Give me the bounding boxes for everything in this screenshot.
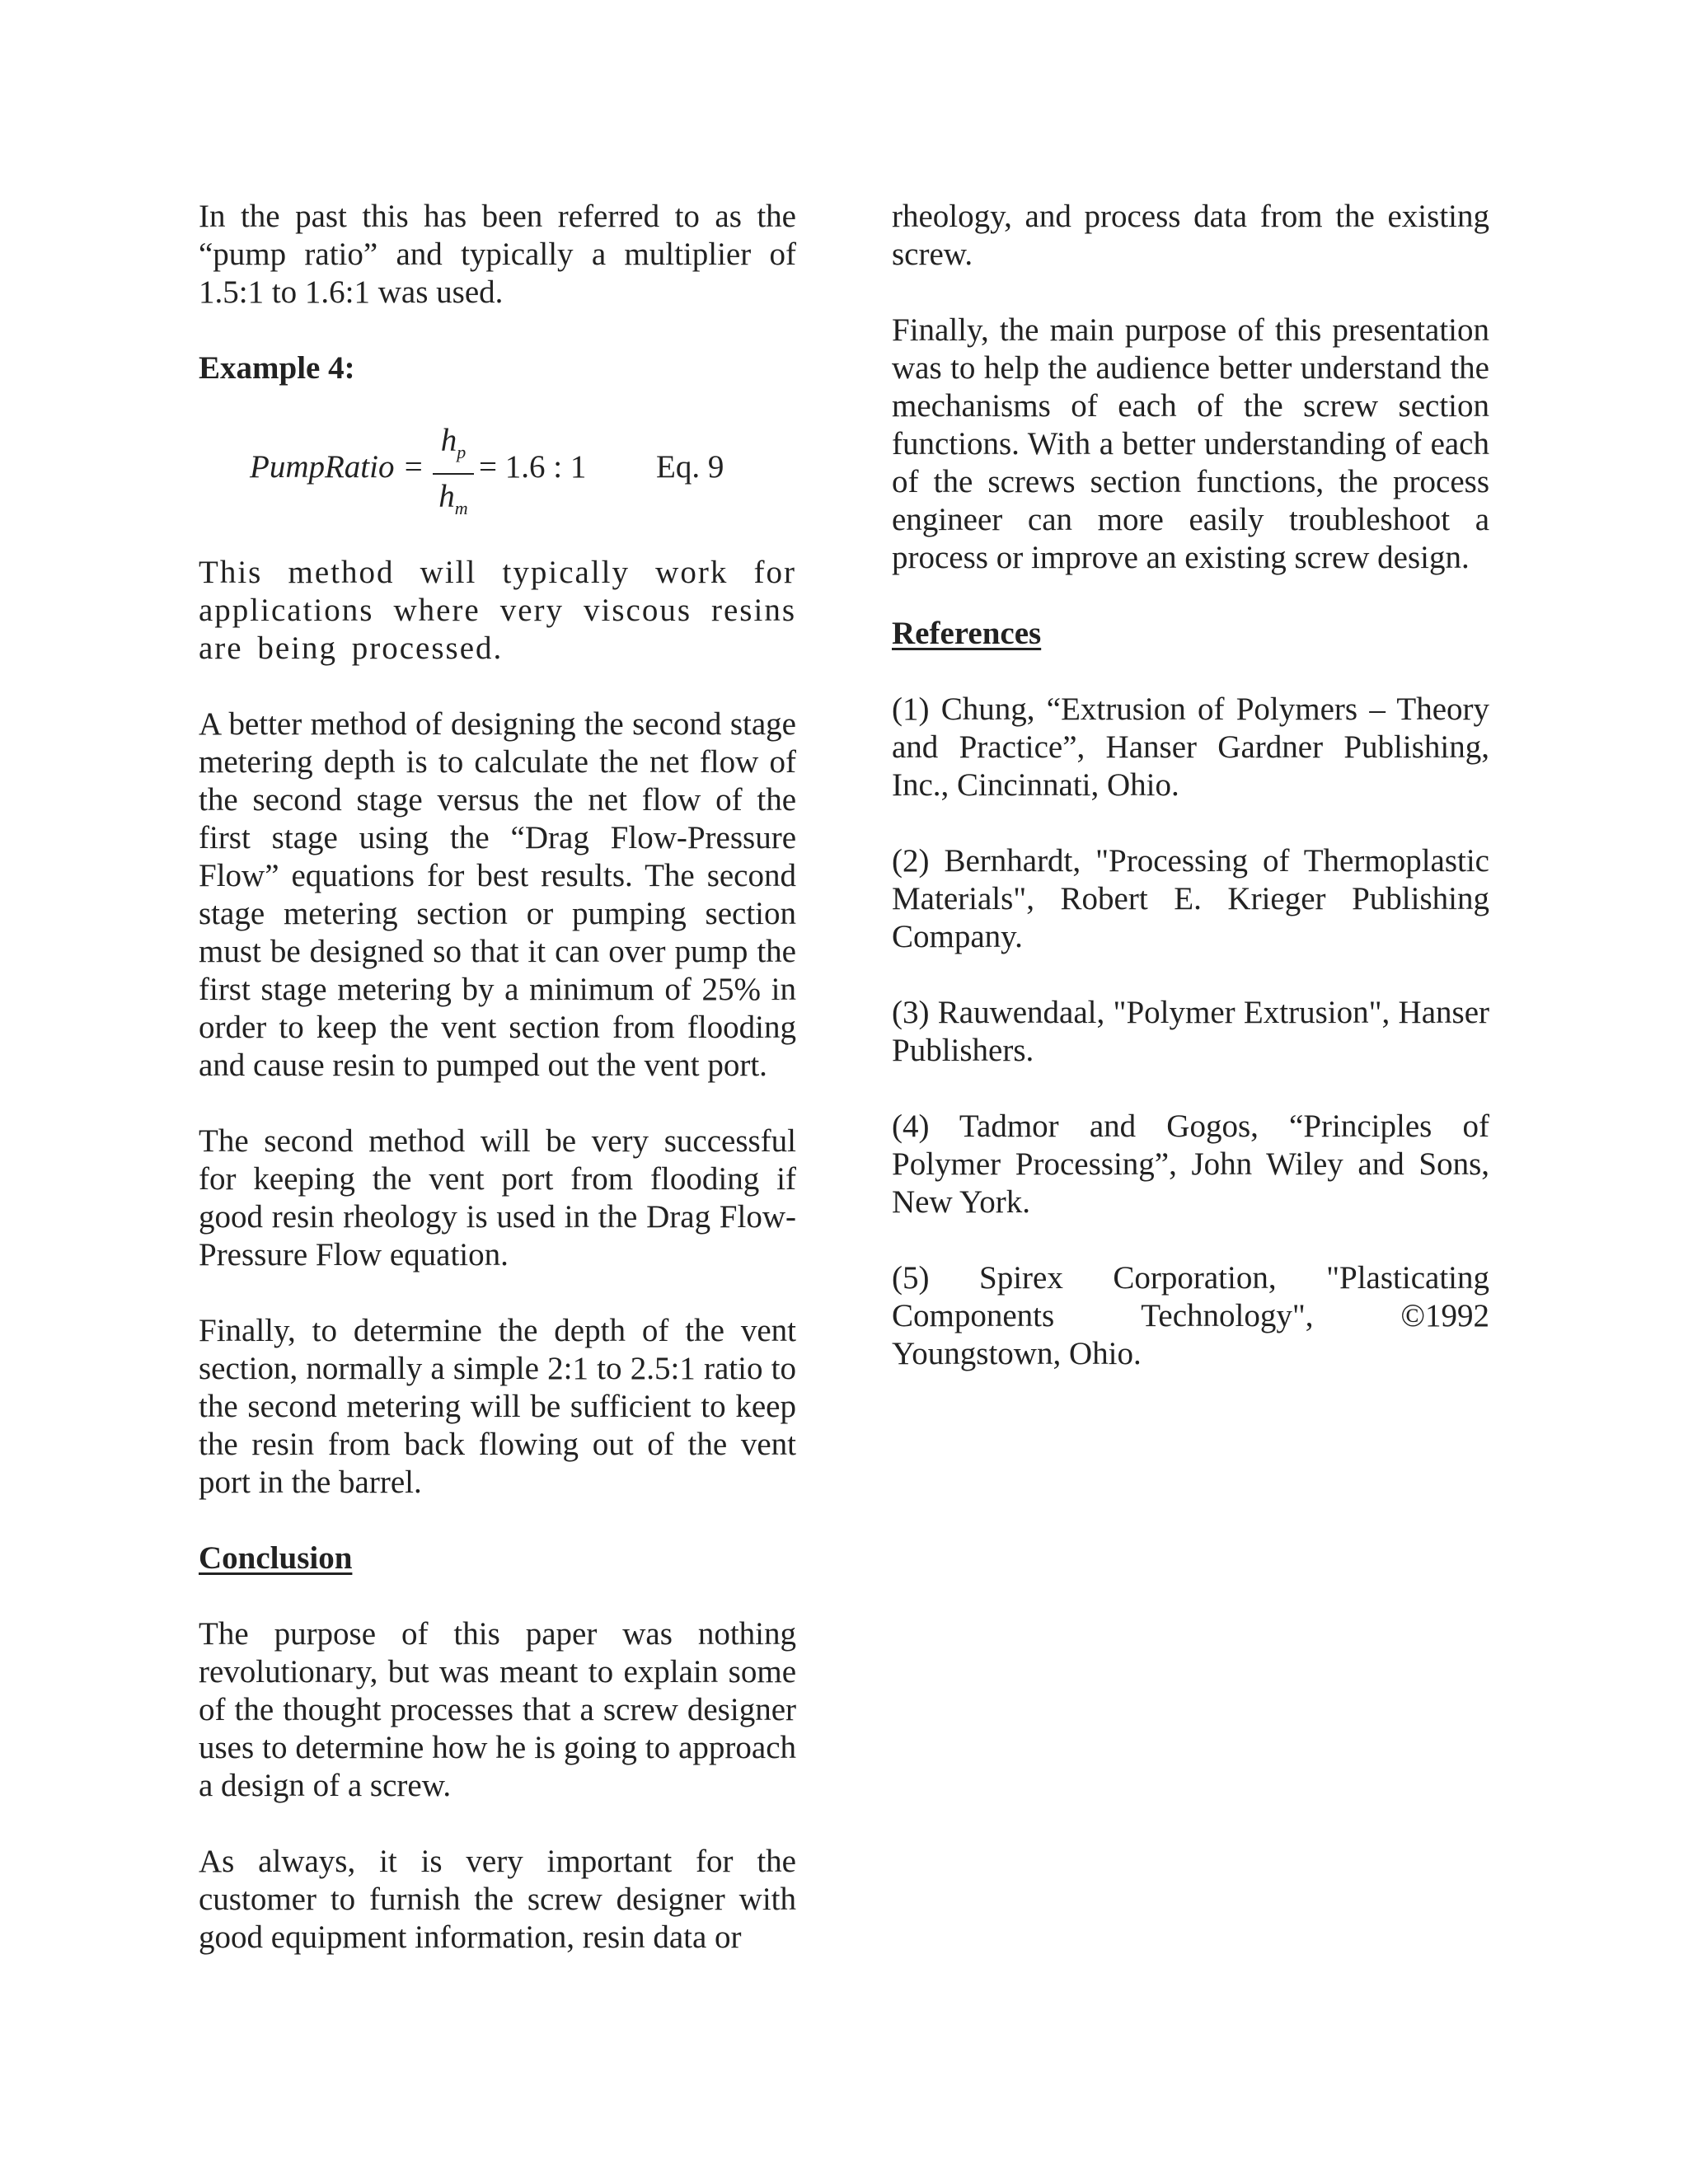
paragraph-rheology-continued: rheology, and process data from the existing screw.	[892, 199, 1489, 272]
paragraph-viscous-resins: This method will typically work for applications where very viscous resins are being processed.	[199, 555, 796, 666]
equation-denominator: $h_m$	[438, 478, 468, 518]
right-column	[892, 198, 1489, 1411]
paragraph-pump-ratio-intro: In the past this has been referred to as the “pump ratio” and typically a multiplier of 1.5:1 to 1.6:1 was used.	[199, 199, 796, 310]
reference-item-1: (1) Chung, “Extrusion of Polymers – Theory and Practice”, Hanser Gardner Publishing, Inc., Cincinnati, Ohio.	[892, 691, 1489, 803]
reference-item-5: (5) Spirex Corporation, "Plasticating Components Technology", ©1992 Youngstown, Ohio.	[892, 1260, 1489, 1371]
references-heading: References	[892, 616, 1042, 651]
equation-9	[199, 425, 796, 516]
equation-rhs: = 1.6 : 1	[479, 449, 587, 485]
paragraph-vent-depth: Finally, to determine the depth of the vent section, normally a simple 2:1 to 2.5:1 ratio to the second metering will be sufficient to keep the resin from back flowing out of the vent port in the barrel.	[199, 1313, 796, 1500]
equation-fraction	[433, 422, 474, 527]
reference-item-3: (3) Rauwendaal, "Polymer Extrusion", Hanser Publishers.	[892, 995, 1489, 1068]
paragraph-purpose: The purpose of this paper was nothing revolutionary, but was meant to explain some of the thought processes that a screw designer uses to determine how he is going to approach a design of a screw.	[199, 1616, 796, 1803]
fraction-bar	[433, 473, 474, 475]
example-heading: Example 4:	[199, 350, 355, 386]
paragraph-better-method: A better method of designing the second stage metering depth is to calculate the net flow of the second stage versus the net flow of the first stage using the “Drag Flow-Pressure Flow” equations for best results. The second stage metering section or pumping section must be designed so that it can over pump the first stage metering by a minimum of 25% in order to keep the vent section from flooding and cause resin to pumped out the vent port.	[199, 706, 796, 1083]
paragraph-as-always: As always, it is very important for the customer to furnish the screw designer with good equipment information, resin data or	[199, 1844, 796, 1955]
reference-item-2: (2) Bernhardt, "Processing of Thermoplastic Materials", Robert E. Krieger Publishing Company.	[892, 843, 1489, 954]
equation-numerator: $h_p$	[440, 423, 467, 462]
conclusion-heading: Conclusion	[199, 1540, 353, 1576]
left-column	[199, 198, 796, 1994]
equation-lhs: PumpRatio =	[250, 449, 424, 485]
reference-item-4: (4) Tadmor and Gogos, “Principles of Polymer Processing”, John Wiley and Sons, New York.	[892, 1108, 1489, 1220]
paragraph-second-method: The second method will be very successful for keeping the vent port from flooding if good resin rheology is used in the Drag Flow-Pressure Flow equation.	[199, 1123, 796, 1272]
equation-label: Eq. 9	[656, 449, 724, 485]
paragraph-main-purpose: Finally, the main purpose of this presentation was to help the audience better understand the mechanisms of each of the screw section functions. With a better understanding of each of the screws section functions, the process engineer can more easily troubleshoot a process or improve an existing screw design.	[892, 312, 1489, 575]
